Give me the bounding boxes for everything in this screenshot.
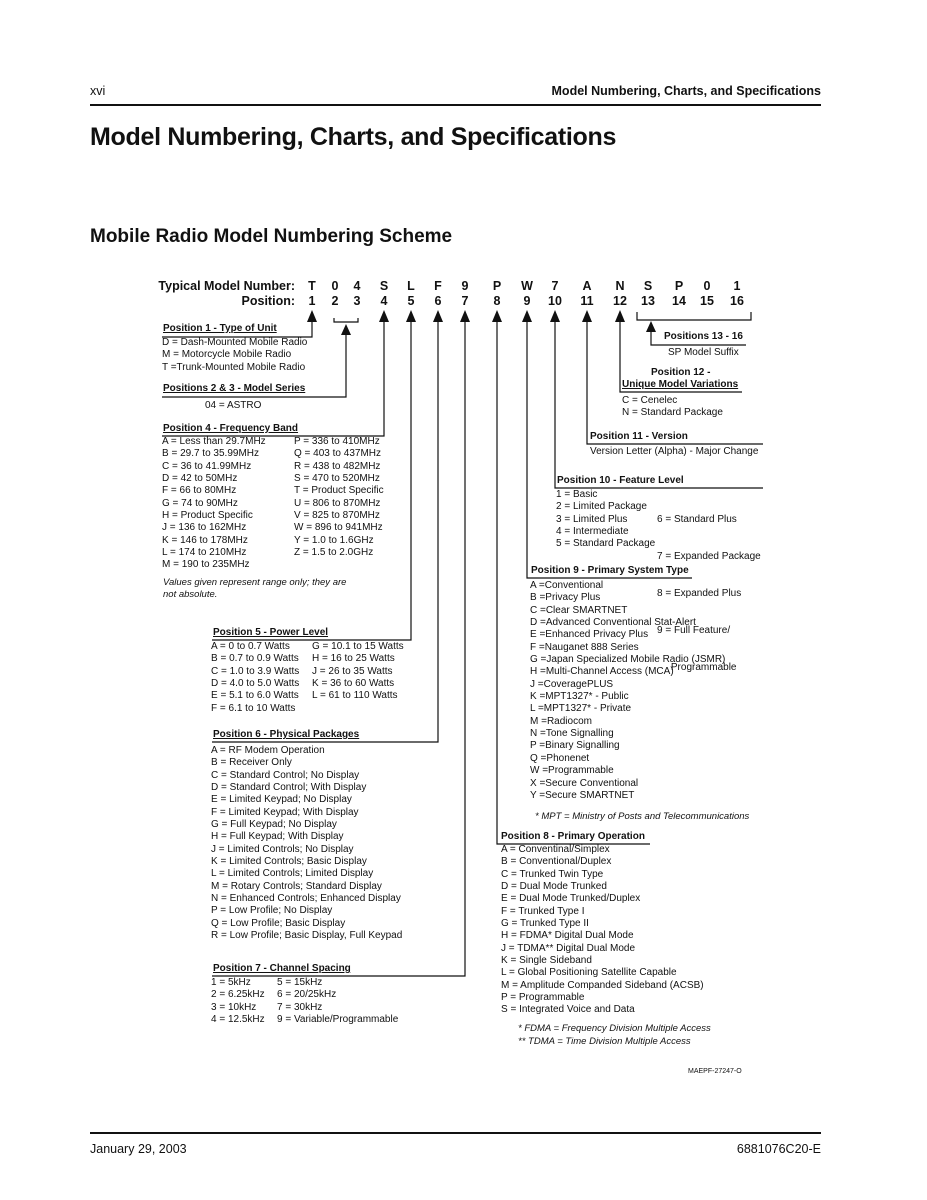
footer-date: January 29, 2003 <box>90 1142 187 1156</box>
p9-list <box>530 580 725 802</box>
position-number: 3 <box>353 294 361 308</box>
arrow-p1316 <box>646 321 656 332</box>
p4-col1 <box>162 436 266 572</box>
list-item: C = Cenelec <box>622 395 678 406</box>
position-label: Position: <box>241 294 295 308</box>
list-item: 6 = Standard Plus <box>657 513 737 525</box>
list-item: L = Global Positioning Satellite Capable <box>501 967 677 979</box>
bracket-p23 <box>334 318 358 322</box>
list-item: V = 825 to 870MHz <box>294 510 380 522</box>
list-item: D = Dash-Mounted Mobile Radio <box>162 337 308 348</box>
model-char: 0 <box>703 279 711 293</box>
list-item: T = Product Specific <box>294 485 384 497</box>
list-item: F = 6.1 to 10 Watts <box>211 702 296 714</box>
p12-list <box>622 395 723 420</box>
p5-col1 <box>211 641 299 715</box>
model-char: 7 <box>551 279 559 293</box>
p11-title: Position 11 - Version <box>590 431 688 442</box>
list-item: B = Receiver Only <box>211 757 292 769</box>
list-item: F = Limited Keypad; With Display <box>211 806 359 818</box>
note-line: ** TDMA = Time Division Multiple Access <box>518 1035 691 1047</box>
p4-note <box>163 577 346 600</box>
list-item: A = 0 to 0.7 Watts <box>211 641 290 652</box>
list-item: 7 = 30kHz <box>277 1001 323 1013</box>
list-item: K = Single Sideband <box>501 955 592 967</box>
p8-notes <box>518 1023 711 1048</box>
list-item: J = Limited Controls; No Display <box>211 843 354 855</box>
position-number: 9 <box>523 294 531 308</box>
p4-col2 <box>294 436 384 559</box>
list-item: 8 = Expanded Plus <box>657 587 742 599</box>
bracket-p1316 <box>637 312 751 320</box>
p11-list <box>590 446 758 458</box>
position-number: 4 <box>380 294 388 308</box>
list-item: J =CoveragePLUS <box>530 678 614 690</box>
list-item: P = Programmable <box>501 992 585 1004</box>
list-item: 9 = Full Feature/ <box>657 624 731 636</box>
model-char: P <box>674 279 684 293</box>
list-item: E = 5.1 to 6.0 Watts <box>211 690 299 702</box>
list-item: L =MPT1327* - Private <box>530 703 632 715</box>
position-number: 14 <box>672 294 686 308</box>
p12-title-line2: Unique Model Variations <box>622 379 739 390</box>
list-item: P = Low Profile; No Display <box>211 905 333 917</box>
list-item: N = Enhanced Controls; Enhanced Display <box>211 893 401 905</box>
p9-note: * MPT = Ministry of Posts and Telecommunications <box>535 811 750 822</box>
list-item: W = 896 to 941MHz <box>294 522 383 534</box>
arrowheads <box>307 310 656 335</box>
list-item: H = FDMA* Digital Dual Mode <box>501 930 634 942</box>
list-item: D = 42 to 50MHz <box>162 473 238 485</box>
list-item: 3 = Limited Plus <box>556 513 628 525</box>
list-item: C =Clear SMARTNET <box>530 604 628 616</box>
list-item: C = Standard Control; No Display <box>211 769 360 781</box>
list-item: L = 61 to 110 Watts <box>312 690 398 702</box>
arrow-p8 <box>492 310 502 322</box>
model-char: P <box>492 279 502 293</box>
arrow-p9 <box>522 310 532 322</box>
model-char: 9 <box>461 279 469 293</box>
list-item: M = Rotary Controls; Standard Display <box>211 880 382 892</box>
p1-list <box>162 337 307 374</box>
list-item: T =Trunk-Mounted Mobile Radio <box>162 361 306 373</box>
list-item: L = Limited Controls; Limited Display <box>211 868 374 880</box>
list-item: 04 = ASTRO <box>205 400 262 411</box>
p23-list <box>205 400 261 412</box>
list-item: G =Japan Specialized Mobile Radio (JSMR) <box>530 654 726 666</box>
position-number: 16 <box>730 294 744 308</box>
list-item: E = Limited Keypad; No Display <box>211 794 352 806</box>
page-number: xvi <box>90 84 106 98</box>
p7-col2 <box>277 977 398 1026</box>
list-item: D =Advanced Conventional Stat-Alert <box>530 617 696 629</box>
list-item: W =Programmable <box>530 765 614 777</box>
model-char: F <box>434 279 442 293</box>
arrow-p11 <box>582 310 592 322</box>
model-char: W <box>521 279 533 293</box>
list-item: P = 336 to 410MHz <box>294 436 380 447</box>
position-number: 11 <box>580 294 594 308</box>
list-item: G = Trunked Type II <box>501 918 589 930</box>
p10-title: Position 10 - Feature Level <box>557 475 684 486</box>
list-item: 4 = 12.5kHz <box>211 1014 265 1026</box>
list-item: H = Product Specific <box>162 510 253 522</box>
list-item: J = TDMA** Digital Dual Mode <box>501 942 636 954</box>
figure-code: MAEPF-27247-O <box>688 1068 742 1075</box>
typical-model-label: Typical Model Number: <box>158 279 295 293</box>
arrow-p10 <box>550 310 560 322</box>
p8-list <box>501 844 704 1017</box>
list-item: S = 470 to 520MHz <box>294 473 380 485</box>
list-item: C = 1.0 to 3.9 Watts <box>211 665 300 677</box>
p8-title: Position 8 - Primary Operation <box>501 831 645 842</box>
running-header: Model Numbering, Charts, and Specifications <box>551 84 821 98</box>
list-item: H =Multi-Channel Access (MCA) <box>530 666 674 678</box>
list-item: J = 26 to 35 Watts <box>312 665 393 677</box>
p1316-list <box>668 347 739 359</box>
list-item: A = RF Modem Operation <box>211 745 325 756</box>
list-item: B =Privacy Plus <box>530 592 601 604</box>
list-item: U = 806 to 870MHz <box>294 497 381 509</box>
p7-title: Position 7 - Channel Spacing <box>213 963 351 974</box>
list-item: D = 4.0 to 5.0 Watts <box>211 678 300 690</box>
model-char: S <box>379 279 389 293</box>
section-title: Mobile Radio Model Numbering Scheme <box>90 226 453 247</box>
arrow-p5 <box>406 310 416 322</box>
list-item: 6 = 20/25kHz <box>277 989 337 1001</box>
list-item: F = Trunked Type I <box>501 905 585 917</box>
footer-rule <box>90 1132 821 1134</box>
position-number: 8 <box>493 294 501 308</box>
position-number: 7 <box>461 294 469 308</box>
list-item: 5 = 15kHz <box>277 977 323 988</box>
arrow-p4 <box>379 310 389 322</box>
list-item: N =Tone Signalling <box>530 728 614 740</box>
list-item: M = Amplitude Companded Sideband (ACSB) <box>501 979 704 991</box>
model-char: 1 <box>733 279 741 293</box>
list-item: H = Full Keypad; With Display <box>211 831 344 843</box>
position-number: 10 <box>548 294 562 308</box>
list-item: K = Limited Controls; Basic Display <box>211 856 367 868</box>
p10-col1 <box>556 489 655 551</box>
list-item: E =Enhanced Privacy Plus <box>530 629 649 641</box>
list-item: A = Conventinal/Simplex <box>501 844 610 855</box>
list-item: Z = 1.5 to 2.0GHz <box>294 547 374 559</box>
list-item: C = 36 to 41.99MHz <box>162 460 252 472</box>
position-number: 13 <box>641 294 655 308</box>
note-line: not absolute. <box>163 588 218 600</box>
arrow-p12 <box>615 310 625 322</box>
p7-col1 <box>211 977 265 1026</box>
model-char: A <box>582 279 592 293</box>
list-item: B = 0.7 to 0.9 Watts <box>211 653 299 665</box>
list-item: SP Model Suffix <box>668 347 739 358</box>
list-item: 9 = Variable/Programmable <box>277 1014 399 1026</box>
p6-title: Position 6 - Physical Packages <box>213 729 360 740</box>
list-item: 7 = Expanded Package <box>657 550 761 562</box>
list-item: Q = Low Profile; Basic Display <box>211 917 346 929</box>
list-item: Q = 403 to 437MHz <box>294 448 381 460</box>
position-number: 15 <box>700 294 714 308</box>
list-item: M =Radiocom <box>530 715 592 727</box>
position-number: 12 <box>613 294 627 308</box>
list-item: Y =Secure SMARTNET <box>530 789 635 801</box>
list-item: J = 136 to 162MHz <box>162 522 247 534</box>
list-item: B = 29.7 to 35.99MHz <box>162 448 260 460</box>
list-item: X =Secure Conventional <box>530 777 639 789</box>
list-item: Y = 1.0 to 1.6GHz <box>294 534 374 546</box>
list-item: 2 = 6.25kHz <box>211 989 265 1001</box>
list-item: F = 66 to 80MHz <box>162 485 237 497</box>
list-item: M = 190 to 235MHz <box>162 559 250 571</box>
model-char: S <box>643 279 653 293</box>
p5-col2 <box>312 641 404 703</box>
arrow-p23 <box>341 324 351 335</box>
model-char: T <box>308 279 316 293</box>
list-item: 3 = 10kHz <box>211 1001 257 1013</box>
position-number: 1 <box>308 294 316 308</box>
list-item: 2 = Limited Package <box>556 501 647 513</box>
list-item: B = Conventional/Duplex <box>501 856 612 868</box>
list-item: D = Dual Mode Trunked <box>501 881 607 893</box>
p12-title-line1: Position 12 - <box>651 367 711 378</box>
list-item: N = Standard Package <box>622 407 723 419</box>
list-item: 1 = 5kHz <box>211 977 251 988</box>
footer-doc-number: 6881076C20-E <box>736 1142 821 1156</box>
list-item: A = Less than 29.7MHz <box>162 436 266 447</box>
p6-list <box>211 745 402 943</box>
p1316-title: Positions 13 - 16 <box>664 331 743 342</box>
list-item: 1 = Basic <box>556 489 598 500</box>
list-item: H = 16 to 25 Watts <box>312 653 395 665</box>
list-item: F =Nauganet 888 Series <box>530 641 639 653</box>
position-number: 2 <box>331 294 339 308</box>
p4-title: Position 4 - Frequency Band <box>163 423 299 434</box>
arrow-p1 <box>307 310 317 322</box>
model-char: L <box>407 279 415 293</box>
list-item: G = 10.1 to 15 Watts <box>312 641 404 652</box>
list-item: R = Low Profile; Basic Display, Full Keypad <box>211 930 403 942</box>
position-number: 6 <box>434 294 442 308</box>
position-number: 5 <box>407 294 415 308</box>
list-item: 4 = Intermediate <box>556 526 629 538</box>
list-item: D = Standard Control; With Display <box>211 782 367 794</box>
p9-title: Position 9 - Primary System Type <box>531 565 689 576</box>
model-char: N <box>615 279 625 293</box>
arrow-p7 <box>460 310 470 322</box>
arrow-p6 <box>433 310 443 322</box>
model-char: 4 <box>353 279 361 293</box>
note-line: Values given represent range only; they are <box>163 577 347 588</box>
list-item: S = Integrated Voice and Data <box>501 1004 635 1016</box>
list-item: Programmable <box>657 661 737 673</box>
list-item: E = Dual Mode Trunked/Duplex <box>501 893 641 905</box>
list-item: P =Binary Signalling <box>530 740 620 752</box>
list-item: G = 74 to 90MHz <box>162 497 238 509</box>
list-item: Q =Phonenet <box>530 752 590 764</box>
p1-title: Position 1 - Type of Unit <box>163 323 277 334</box>
list-item: K = 146 to 178MHz <box>162 534 248 546</box>
note-line: * FDMA = Frequency Division Multiple Access <box>518 1023 711 1034</box>
list-item: Version Letter (Alpha) - Major Change <box>590 446 759 457</box>
list-item: K =MPT1327* - Public <box>530 691 629 703</box>
model-char: 0 <box>331 279 339 293</box>
list-item: M = Motorcycle Mobile Radio <box>162 349 292 361</box>
list-item: G = Full Keypad; No Display <box>211 819 337 831</box>
list-item: 5 = Standard Package <box>556 538 656 550</box>
list-item: A =Conventional <box>530 580 604 591</box>
list-item: R = 438 to 482MHz <box>294 460 381 472</box>
page-title: Model Numbering, Charts, and Specifications <box>90 123 617 151</box>
list-item: L = 174 to 210MHz <box>162 547 247 559</box>
list-item: K = 36 to 60 Watts <box>312 678 395 690</box>
list-item: C = Trunked Twin Type <box>501 868 604 880</box>
p5-title: Position 5 - Power Level <box>213 627 329 638</box>
p23-title: Positions 2 & 3 - Model Series <box>163 383 306 394</box>
